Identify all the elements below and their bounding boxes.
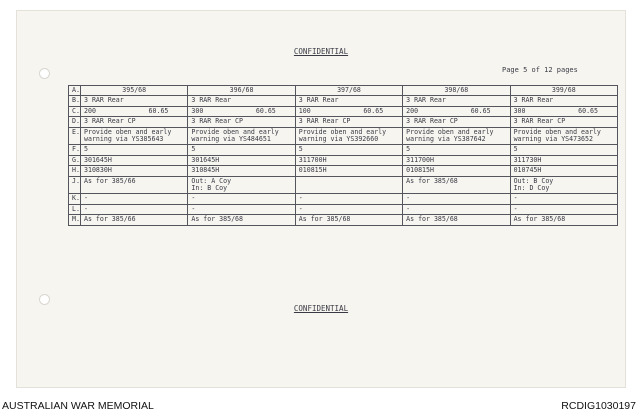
table-cell: 311730H: [510, 155, 617, 165]
cell-line: warning via YS473652: [513, 135, 593, 144]
document-page: [16, 10, 626, 388]
table-cell: [295, 176, 402, 194]
table-cell: As for 385/68: [188, 215, 295, 225]
cell-line: As for 385/66: [84, 176, 136, 185]
cell-line: As for 385/68: [406, 176, 458, 185]
table-row: [69, 106, 618, 116]
table-cell: 3 RAR Rear: [510, 96, 617, 106]
table-cell: -: [295, 194, 402, 204]
table-cell: 3 RAR Rear: [295, 96, 402, 106]
table-cell: As for 385/68: [295, 215, 402, 225]
table-cell: 311700H: [295, 155, 402, 165]
table-cell: 398/68: [403, 86, 510, 96]
table-row: [69, 86, 618, 96]
cell-line: Provide oben and early: [513, 127, 601, 136]
table-row: [69, 204, 618, 214]
archive-reference: RCDIG1030197: [561, 400, 636, 412]
table-row: [69, 145, 618, 155]
table-cell: [510, 127, 617, 145]
cell-line: Provide oben and early: [191, 127, 279, 136]
table-cell: 396/68: [188, 86, 295, 96]
grid-value: 60.65: [148, 106, 169, 115]
table-cell: 3 RAR Rear CP: [188, 117, 295, 127]
table-cell: -: [188, 194, 295, 204]
table-row: [69, 96, 618, 106]
table-cell: [81, 127, 188, 145]
table-cell: [510, 176, 617, 194]
table-cell: [403, 106, 510, 116]
table-cell: [403, 127, 510, 145]
table-cell: As for 385/68: [403, 215, 510, 225]
table-cell: 310830H: [81, 166, 188, 176]
cell-line: warning via YS385643: [84, 135, 164, 144]
table-row: [69, 166, 618, 176]
grid-ref: 200: [406, 106, 419, 115]
table-cell: 399/68: [510, 86, 617, 96]
table-cell: 310845H: [188, 166, 295, 176]
grid-value: 60.65: [255, 106, 276, 115]
confidential-footer: CONFIDENTIAL: [293, 304, 349, 313]
row-label: C.: [69, 106, 81, 116]
table-row: [69, 155, 618, 165]
cell-line: Provide oben and early: [84, 127, 172, 136]
cell-line: In: B Coy: [191, 184, 228, 193]
grid-ref: 100: [298, 106, 311, 115]
table-cell: [188, 106, 295, 116]
cell-line: Provide oben and early: [406, 127, 494, 136]
table-cell: [81, 106, 188, 116]
table-cell: -: [81, 194, 188, 204]
table-row: [69, 117, 618, 127]
cell-line: Provide oben and early: [298, 127, 387, 136]
archive-caption: AUSTRALIAN WAR MEMORIAL: [2, 400, 154, 412]
table-cell: -: [81, 204, 188, 214]
table-row: [69, 215, 618, 225]
cell-line: warning via YS392660: [298, 135, 379, 144]
grid-value: 60.65: [578, 106, 598, 115]
table-cell: 3 RAR Rear CP: [510, 117, 617, 127]
grid-ref: 300: [513, 106, 526, 115]
grid-value: 60.65: [470, 106, 491, 115]
table-cell: 3 RAR Rear CP: [81, 117, 188, 127]
table-cell: 5: [81, 145, 188, 155]
grid-ref: 200: [84, 106, 96, 115]
table-cell: [295, 127, 402, 145]
table-cell: -: [510, 204, 617, 214]
confidential-header: CONFIDENTIAL: [293, 47, 349, 56]
table-row: [69, 127, 618, 145]
row-label: F.: [69, 145, 81, 155]
table-row: [69, 194, 618, 204]
table-cell: 3 RAR Rear: [188, 96, 295, 106]
punch-hole: [39, 68, 50, 79]
cell-line: In: D Coy: [513, 184, 550, 193]
table-cell: 010815H: [403, 166, 510, 176]
row-label: B.: [69, 96, 81, 106]
table-cell: [295, 106, 402, 116]
table-cell: As for 385/68: [510, 215, 617, 225]
page-indicator: Page 5 of 12 pages: [502, 66, 578, 74]
table-cell: 010745H: [510, 166, 617, 176]
table-cell: -: [403, 194, 510, 204]
row-label: L.: [69, 204, 81, 214]
table-cell: -: [403, 204, 510, 214]
cell-line: Out: B Coy: [513, 176, 554, 185]
table-cell: As for 385/66: [81, 215, 188, 225]
table-cell: [188, 176, 295, 194]
table-cell: -: [510, 194, 617, 204]
row-label: A.: [69, 86, 81, 96]
row-label: M.: [69, 215, 81, 225]
table-cell: 5: [510, 145, 617, 155]
table-cell: 3 RAR Rear: [81, 96, 188, 106]
table-cell: 397/68: [295, 86, 402, 96]
table-cell: 301645H: [81, 155, 188, 165]
cell-line: warning via YS387642: [406, 135, 486, 144]
table-cell: 301645H: [188, 155, 295, 165]
table-cell: [510, 106, 617, 116]
row-label: J.: [69, 176, 81, 194]
row-label: K.: [69, 194, 81, 204]
row-label: G.: [69, 155, 81, 165]
table-cell: 395/68: [81, 86, 188, 96]
table-cell: [188, 127, 295, 145]
grid-ref: 300: [191, 106, 204, 115]
table-cell: 3 RAR Rear: [403, 96, 510, 106]
row-label: D.: [69, 117, 81, 127]
cell-line: warning via YS484651: [191, 135, 271, 144]
table-cell: 3 RAR Rear CP: [403, 117, 510, 127]
table-cell: -: [188, 204, 295, 214]
cell-line: Out: A Coy: [191, 176, 232, 185]
table-cell: 010815H: [295, 166, 402, 176]
table-cell: [81, 176, 188, 194]
grid-value: 60.65: [363, 106, 384, 115]
table-cell: 5: [295, 145, 402, 155]
row-label: E.: [69, 127, 81, 145]
table-cell: 5: [403, 145, 510, 155]
table-cell: 3 RAR Rear CP: [295, 117, 402, 127]
table-cell: 5: [188, 145, 295, 155]
table-cell: 311700H: [403, 155, 510, 165]
row-label: H.: [69, 166, 81, 176]
table-cell: [403, 176, 510, 194]
schedule-table: [68, 85, 618, 226]
table-cell: -: [295, 204, 402, 214]
table-row: [69, 176, 618, 194]
